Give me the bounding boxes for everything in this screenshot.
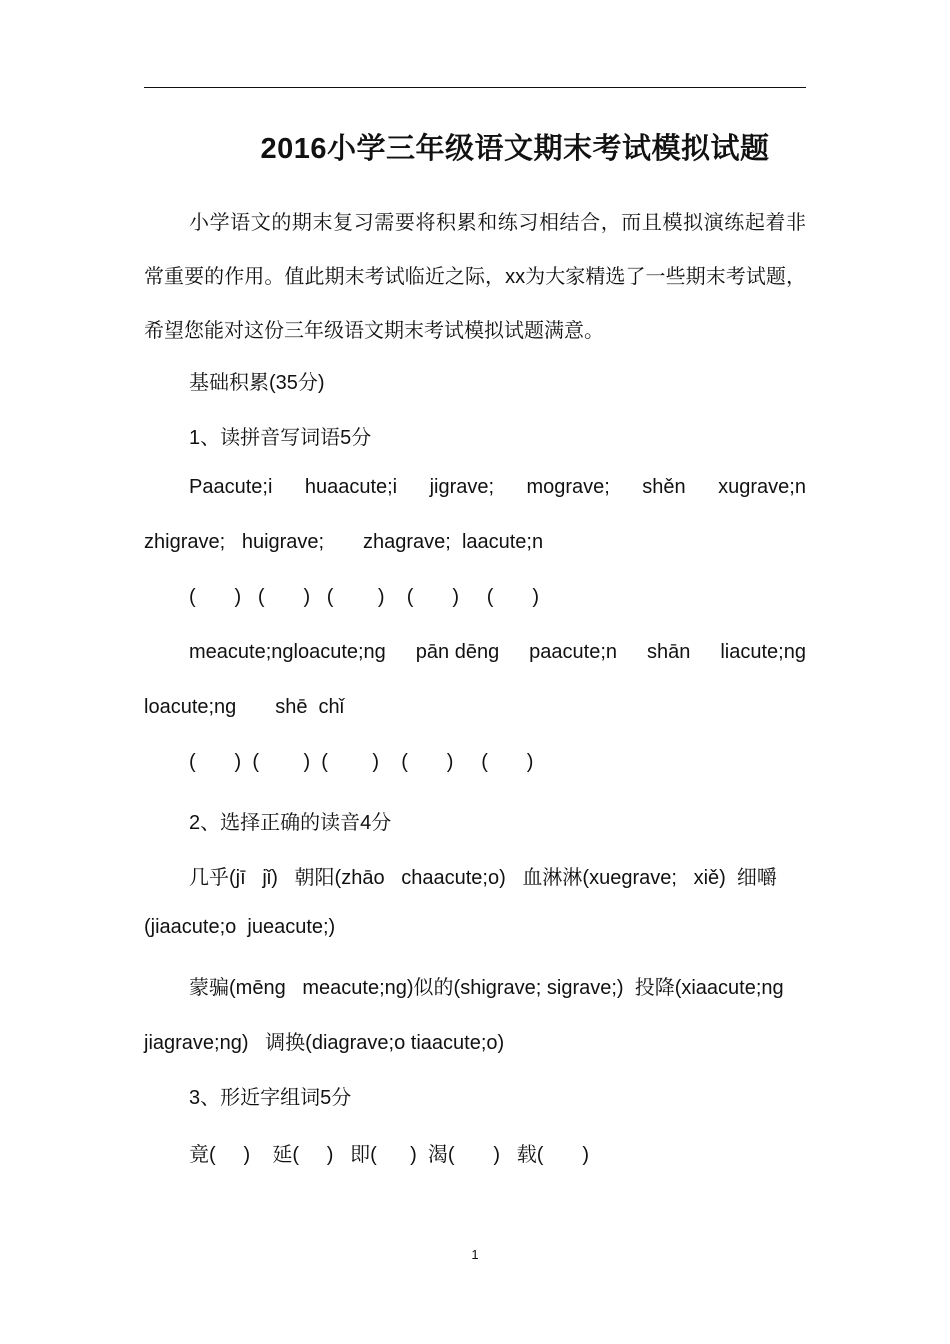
pinyin-word: jigrave; xyxy=(429,476,495,498)
pinyin-word: paacute;n xyxy=(529,641,618,663)
intro-paragraph: 小学语文的期末复习需要将积累和练习相结合，而且模拟演练起着非常重要的作用。值此期末考试临近之际，xx为大家精选了一些期末考试题，希望您能对这份三年级语文期末考试模拟试题满意。 xyxy=(144,212,806,342)
document-title: 2016小学三年级语文期末考试模拟试题 xyxy=(260,133,770,165)
pinyin-word: meacute;ngloacute;ng xyxy=(189,641,386,663)
q2-line-1: 几乎(jī jǐ) 朝阳(zhāo chaacute;o) 血淋淋(xuegrave; xiě) 细嚼 xyxy=(189,867,777,889)
pinyin-word: shěn xyxy=(642,476,686,498)
q1-answer-blanks-1: ( ) ( ) ( ) ( ) ( ) xyxy=(189,586,539,608)
page-number: 1 xyxy=(471,1247,479,1262)
question-3-title: 3、形近字组词5分 xyxy=(189,1087,352,1109)
pinyin-word: Paacute;i xyxy=(189,476,273,498)
pinyin-word: xugrave;n xyxy=(718,476,806,498)
q1-pinyin-row2 xyxy=(189,641,806,671)
q2-line-2: (jiaacute;o jueacute;) xyxy=(144,916,336,938)
header-rule xyxy=(144,87,806,88)
question-1-title: 1、读拼音写词语5分 xyxy=(189,427,372,449)
section-heading: 基础积累(35分) xyxy=(189,372,325,394)
pinyin-word: pān dēng xyxy=(415,641,500,663)
q1-answer-blanks-2: ( ) ( ) ( ) ( ) ( ) xyxy=(189,751,534,773)
q1-pinyin-row2-cont: loacute;ng shē chǐ xyxy=(144,696,345,718)
q1-pinyin-row1 xyxy=(189,476,806,506)
q1-pinyin-row1-cont: zhigrave; huigrave; zhagrave; laacute;n xyxy=(144,531,544,553)
question-2-title: 2、选择正确的读音4分 xyxy=(189,812,392,834)
q2-line-3: 蒙骗(mēng meacute;ng)似的(shigrave; sigrave;) 投降(xiaacute;ng xyxy=(189,977,784,999)
pinyin-word: liacute;ng xyxy=(720,641,806,663)
q2-line-4: jiagrave;ng) 调换(diagrave;o tiaacute;o) xyxy=(144,1032,505,1054)
pinyin-word: huaacute;i xyxy=(304,476,398,498)
pinyin-word: mograve; xyxy=(526,476,610,498)
pinyin-word: shān xyxy=(647,641,691,663)
q3-line-1: 竟( ) 延( ) 即( ) 渴( ) 载( ) xyxy=(189,1144,589,1166)
